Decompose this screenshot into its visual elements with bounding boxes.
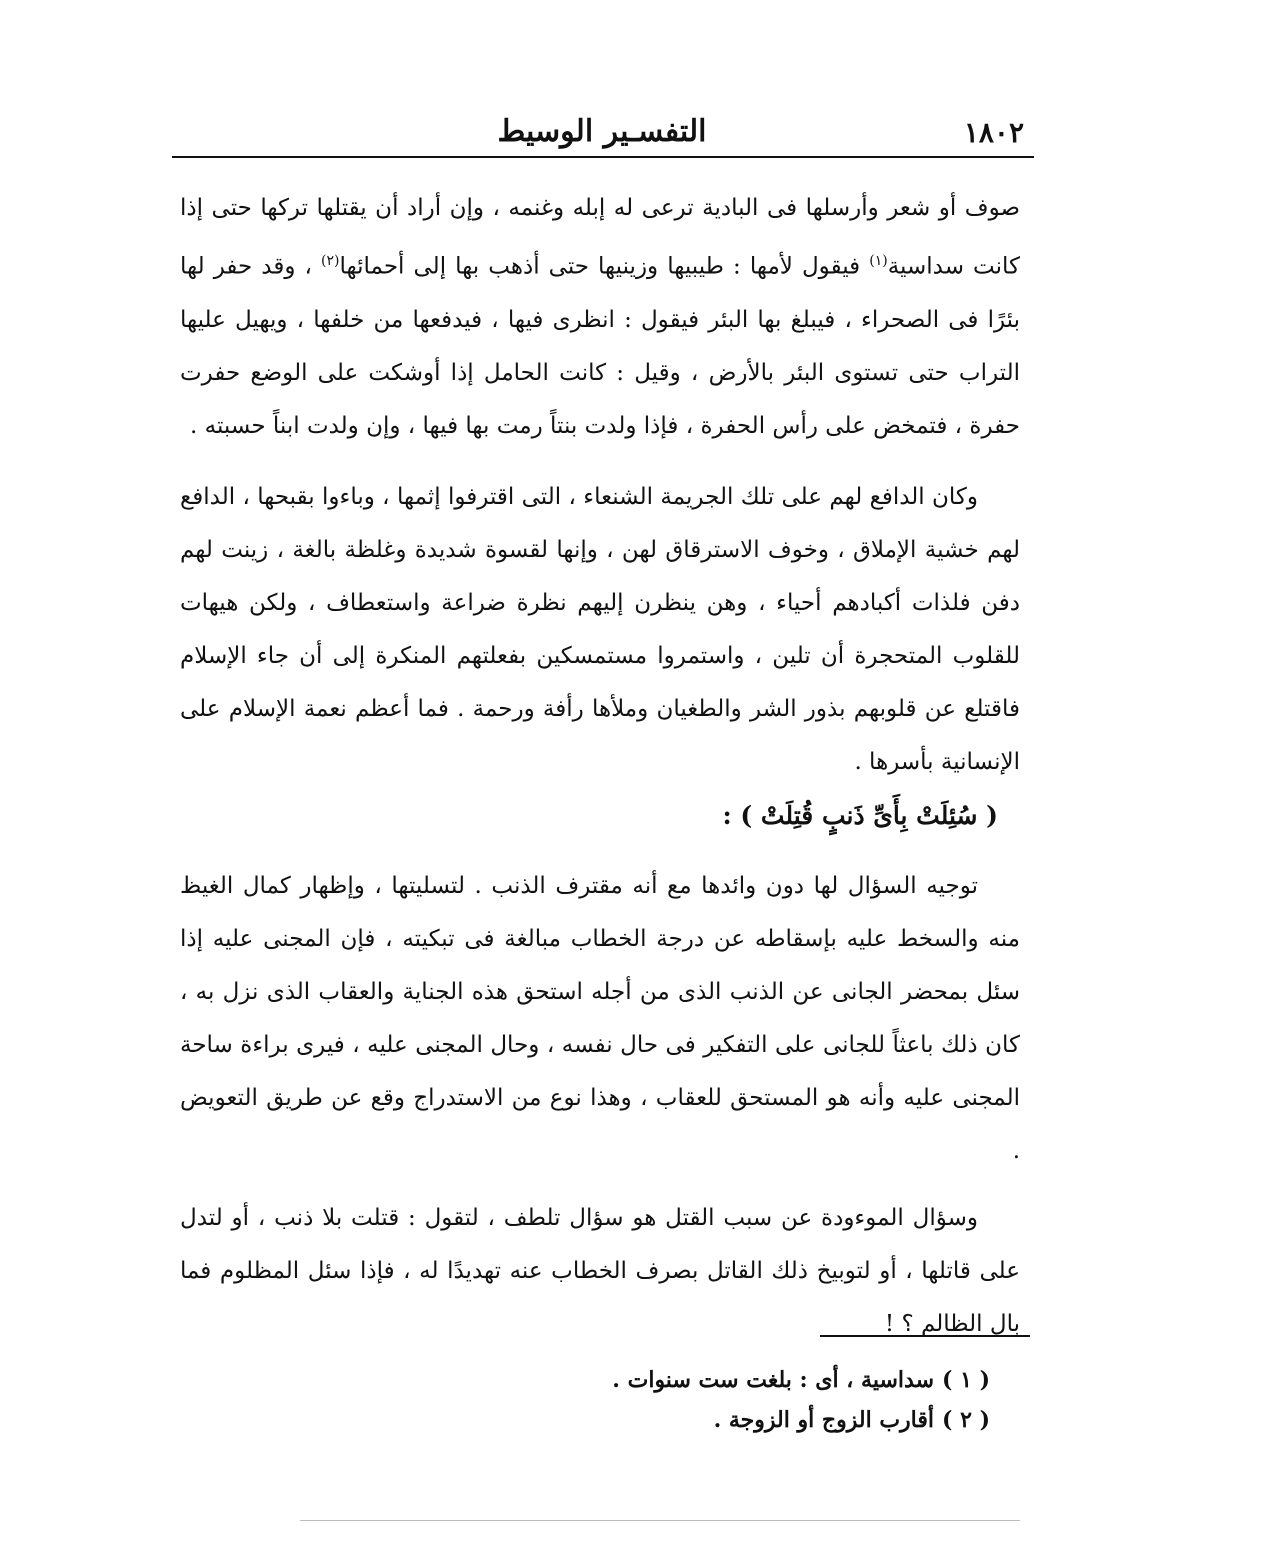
paragraph-1 (180, 182, 1020, 453)
paragraph-2: وكان الدافع لهم على تلك الجريمة الشنعاء ، التى اقترفوا إثمها ، وباءوا بقبحها ، الدافع لهم خشية الإملاق ، وخوف الاسترقاق لهن ، وإنها لقسوة شديدة وغلظة بالغة ، زينت لهم دفن فلذات أكبادهم أحياء ، وهن ينظرن إليهم نظرة ضراعة واستعطاف ، ولكن هيهات للقلوب المتحجرة أن تلين ، واستمروا مستمسكين بفعلتهم المنكرة إلى أن جاء الإسلام فاقتلع عن قلوبهم بذور الشر والطغيان وملأها رأفة ورحمة . فما أعظم نعمة الإسلام على الإنسانية بأسرها . (180, 483, 1020, 775)
header-rule (172, 156, 1034, 158)
paragraph-3: توجيه السؤال لها دون وائدها مع أنه مقترف الذنب . لتسليتها ، وإظهار كمال الغيظ منه والسخط عليه بإسقاطه عن درجة الخطاب مبالغة فى تبكيته ، فإن المجنى عليه إذا سئل بمحضر الجانى عن الذنب الذى من أجله استحق هذه الجناية والعقاب الذى نزل به ، كان ذلك باعثاً للجانى على التفكير فى حال نفسه ، وحال المجنى عليه ، فيرى براءة ساحة المجنى عليه وأنه هو المستحق للعقاب ، وهذا نوع من الاستدراج وقع عن طريق التعويض . (180, 872, 1020, 1164)
verse-heading: ( سُئِلَتْ بِأَىِّ ذَنبٍ قُتِلَتْ ) : (722, 800, 998, 830)
footnote-2-number: ( ٢ ) (942, 1407, 990, 1433)
footnote-2-text: أقارب الزوج أو الزوجة . (713, 1407, 935, 1433)
body-text (180, 182, 1020, 1351)
scan-edge-line (300, 1520, 1020, 1521)
footnote-ref-1: (١) (869, 253, 888, 269)
footnotes (520, 1360, 990, 1440)
paragraph-1-start: صوف أو شعر وأرسلها فى البادية ترعى له إبله وغنمه ، وإن أراد أن يقتلها تركها حتى إذا كانت سداسية (180, 195, 1020, 280)
page-number: ١٨٠٢ (963, 116, 1024, 149)
footnote-ref-2: (٢) (321, 253, 340, 269)
page-header (172, 108, 1032, 156)
paragraph-4: وسؤال الموءودة عن سبب القتل هو سؤال تلطف ، لتقول : قتلت بلا ذنب ، أو لتدل على قاتلها ، أو لتوبيخ ذلك القاتل بصرف الخطاب عنه تهديدًا له ، فإذا سئل المظلوم فما بال الظالم ؟ ! (180, 1204, 1020, 1337)
footnote-1-number: ( ١ ) (942, 1367, 990, 1393)
footnote-1 (520, 1360, 990, 1400)
paragraph-1-middle: فيقول لأمها : طيبيها وزينيها حتى أذهب بها إلى أحمائها (339, 253, 870, 280)
running-title: التفسـير الوسيط (497, 114, 707, 149)
footnote-rule (820, 1335, 1030, 1337)
footnote-2 (520, 1400, 990, 1440)
paragraph-1-end: ، وقد حفر لها بئرًا فى الصحراء ، فيبلغ بها البئر فيقول : انظرى فيها ، فيدفعها من خلفها ، ويهيل عليها التراب حتى تستوى البئر بالأرض ، وقيل : كانت الحامل إذا أوشكت على الوضع حفرت حفرة ، فتمخض على رأس الحفرة ، فإذا ولدت بنتاً رمت بها فيها ، وإن ولدت ابناً حسبته . (180, 253, 1020, 439)
footnote-1-text: سداسية ، أى : بلغت ست سنوات . (612, 1367, 935, 1393)
